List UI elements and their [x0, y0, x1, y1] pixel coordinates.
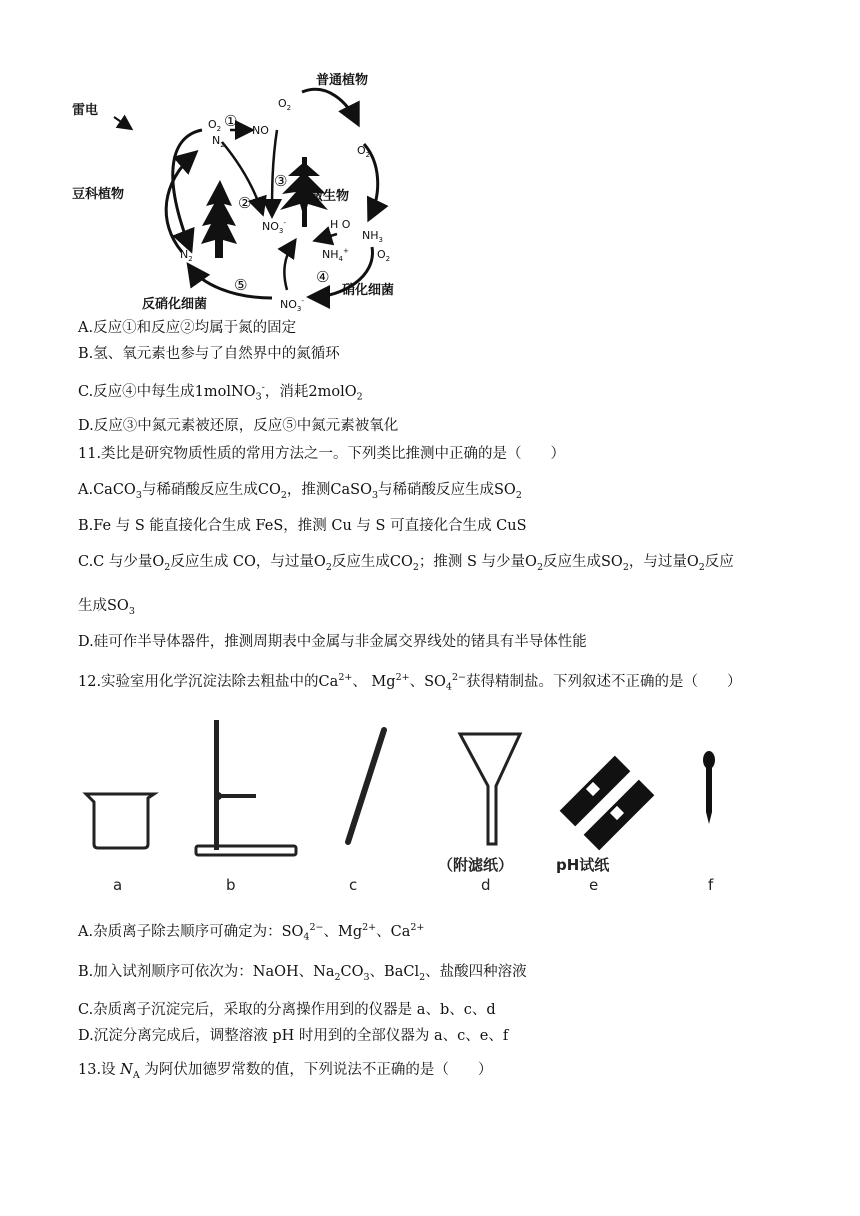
- q10-option-a: A.反应①和反应②均属于氮的固定: [78, 320, 297, 336]
- nitrogen-cycle-diagram: [72, 62, 416, 314]
- label-d: d: [481, 876, 491, 894]
- label-nh3: $NH_3$: [362, 229, 383, 244]
- glass-rod-icon: [348, 730, 384, 842]
- label-r4: ④: [316, 268, 330, 286]
- funnel-icon: [460, 734, 520, 844]
- apparatus-figure: [72, 708, 742, 900]
- label-r3: ③: [274, 172, 288, 190]
- q12-option-d: D.沉淀分离完成后，调整溶液 pH 时用到的全部仪器为 a、c、e、f: [78, 1028, 509, 1044]
- arrow-plants: [302, 89, 357, 122]
- label-no3-b: $NO_3^-$: [280, 297, 304, 313]
- q12-option-b: B.加入试剂顺序可依次为：NaOH、$Na_2CO_3$、BaCl$_2$、盐酸四种溶液: [78, 964, 527, 983]
- label-e: e: [589, 876, 599, 894]
- label-c: c: [349, 876, 358, 894]
- q11-option-c-cont: 生成$SO_3$: [78, 598, 135, 617]
- label-o2-a: $O_2$: [208, 118, 222, 133]
- label-ph-note: pH试纸: [556, 856, 610, 874]
- label-thunder: 雷电: [72, 103, 99, 118]
- label-filter-note: （附滤纸）: [438, 856, 514, 874]
- label-nh4: $NH_4^+$: [322, 247, 349, 263]
- label-microbe: 微生物: [310, 189, 350, 204]
- beaker-icon: [86, 794, 154, 848]
- arrow-no3-up: [284, 242, 294, 290]
- label-no3-a: $NO_3^-$: [262, 219, 286, 235]
- iron-stand-icon: [196, 720, 296, 855]
- dropper-icon: [703, 751, 715, 824]
- q11-option-d: D.硅可作半导体器件，推测周期表中金属与非金属交界线处的锗具有半导体性能: [78, 634, 587, 650]
- label-o2-b: $O_2$: [278, 97, 292, 112]
- label-no: NO: [252, 124, 269, 137]
- legume-plant-icon: [201, 180, 237, 258]
- label-b: b: [226, 876, 236, 894]
- ph-paper-icon: [560, 756, 655, 851]
- label-f: f: [708, 876, 714, 894]
- label-o2-c: $O_2$: [357, 144, 371, 159]
- arrow-n2-to-legume: [173, 130, 202, 248]
- label-n2-bottom: $N_2$: [180, 248, 193, 263]
- q10-option-b: B.氢、氧元素也参与了自然界中的氮循环: [78, 346, 340, 362]
- q12-option-c: C.杂质离子沉淀完后，采取的分离操作用到的仪器是 a、b、c、d: [78, 1002, 496, 1018]
- label-a: a: [113, 876, 123, 894]
- label-o2-d: $O_2$: [377, 248, 391, 263]
- q11-option-b: B.Fe 与 S 能直接化合生成 FeS，推测 Cu 与 S 可直接化合生成 CuS: [78, 518, 527, 534]
- q13-stem: 13.设 $N_A$ 为阿伏加德罗常数的值，下列说法不正确的是（ ）: [78, 1062, 493, 1081]
- q11-option-c: C.C 与少量$O_2$反应生成 CO，与过量$O_2$反应生成$CO_2$；推测 S 与少量$O_2$反应生成$SO_2$，与过量$O_2$反应: [78, 554, 734, 573]
- q12-option-a: A.杂质离子除去顺序可确定为：$SO_4^{2-}$、$Mg^{2+}$、$Ca^{2+}$: [78, 922, 425, 943]
- arrow-cycle-left: [166, 154, 194, 252]
- q12-stem: 12.实验室用化学沉淀法除去粗盐中的$Ca^{2+}$、 $Mg^{2+}$、$SO_4^{2-}$获得精制盐。下列叙述不正确的是（ ）: [78, 672, 742, 693]
- q10-option-c: C.反应④中每生成1molNO$_3$-，消耗2molO$_2$: [78, 382, 363, 403]
- arrow-thunder: [114, 117, 130, 128]
- q10-option-d: D.反应③中氮元素被还原，反应⑤中氮元素被氧化: [78, 418, 399, 434]
- label-r2: ②: [238, 194, 252, 212]
- label-h2o: H O: [330, 218, 351, 231]
- q11-option-a: A.CaCO$_3$与稀硝酸反应生成$CO_2$，推测CaSO$_3$与稀硝酸反应生成$SO_2$: [78, 482, 522, 501]
- label-legume: 豆科植物: [72, 187, 125, 202]
- arrow-nh3-nh4: [317, 234, 337, 240]
- label-n2-top: $N_2$: [212, 134, 225, 149]
- label-r5: ⑤: [234, 276, 248, 294]
- label-nitrify: 硝化细菌: [342, 283, 395, 298]
- label-plants: 普通植物: [316, 73, 369, 88]
- arrow-denitrify: [190, 267, 272, 298]
- label-denitrify: 反硝化细菌: [142, 297, 208, 312]
- q11-stem: 11.类比是研究物质性质的常用方法之一。下列类比推测中正确的是（ ）: [78, 446, 566, 462]
- label-r1: ①: [224, 112, 238, 130]
